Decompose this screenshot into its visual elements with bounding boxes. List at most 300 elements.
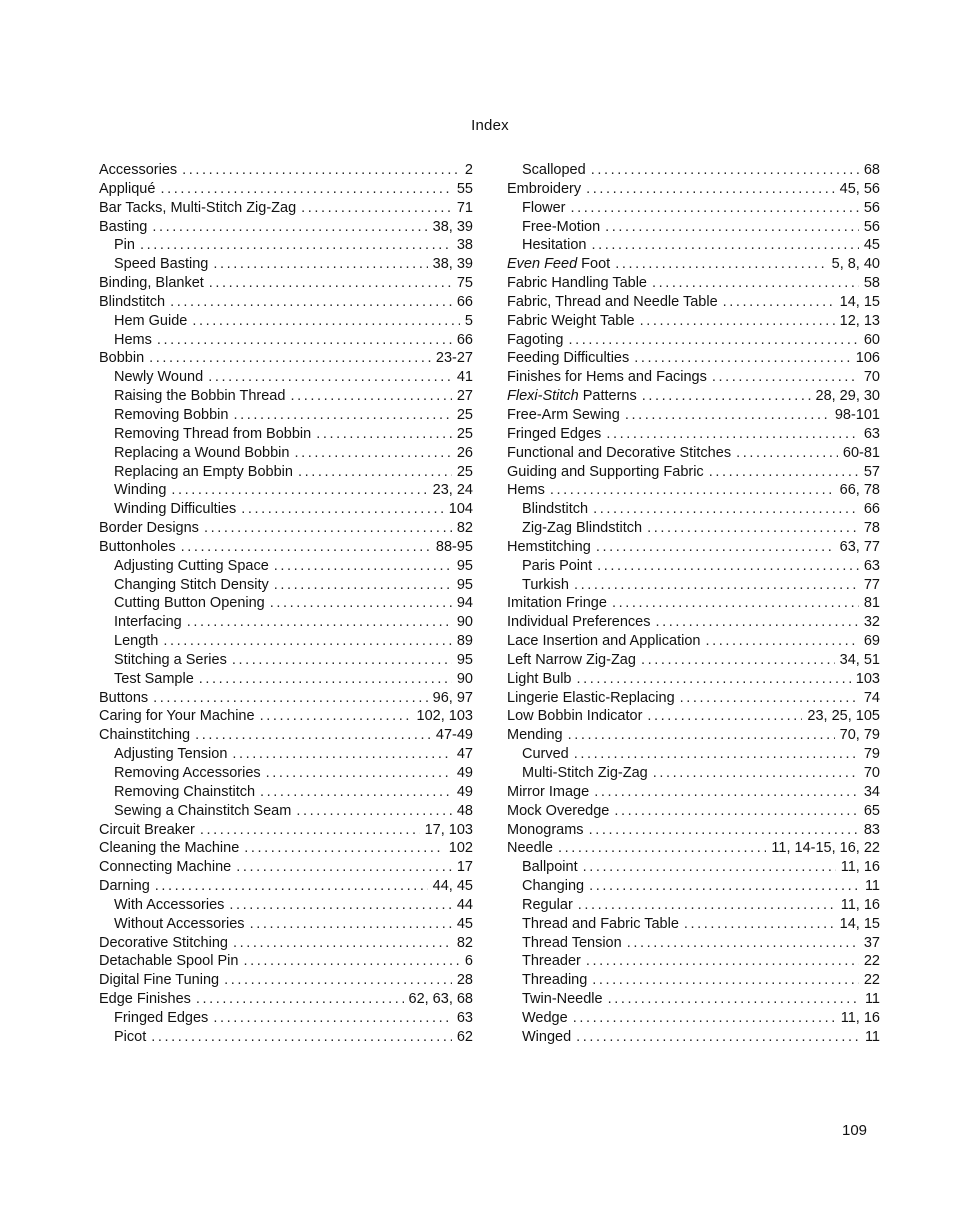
dot-leader [591,237,858,253]
index-pages: 25 [456,406,473,423]
dot-leader [236,859,452,875]
index-pages: 55 [456,180,473,197]
dot-leader [593,501,859,517]
index-term: Chainstitching [99,727,191,744]
index-subentry [99,388,473,407]
index-term: Hems [507,482,545,499]
dot-leader [204,520,452,536]
index-term: Without Accessories [114,915,245,932]
dot-leader [627,935,859,951]
index-subentry [507,765,880,784]
index-pages: 2 [464,162,473,178]
index-pages: 103 [855,670,880,687]
index-term: Lingerie Elastic-Replacing [507,689,675,706]
index-pages: 56 [863,199,880,216]
index-term: Monograms [507,821,584,838]
dot-leader [712,369,859,385]
index-pages: 68 [863,162,880,178]
index-pages: 12, 13 [839,312,880,329]
index-term: Digital Fine Tuning [99,972,220,989]
index-pages: 88-95 [435,538,473,555]
index-pages: 75 [456,275,473,292]
dot-leader [296,803,452,819]
index-subentry [99,445,473,464]
dot-leader [266,765,452,781]
index-term: Caring for Your Machine [99,708,255,725]
index-term: Interfacing [114,614,182,631]
index-pages: 82 [456,520,473,537]
index-pages: 38 [456,237,473,254]
dot-leader [705,633,858,649]
index-pages: 14, 15 [839,915,880,932]
dot-leader [316,426,452,442]
dot-leader [290,388,451,404]
dot-leader [171,482,427,498]
index-pages: 63 [863,557,880,574]
index-pages: 63 [456,1009,473,1026]
index-entry [99,935,473,954]
index-pages: 11 [864,991,880,1008]
index-entry [99,200,473,219]
index-entry [507,181,880,200]
index-term: With Accessories [114,896,225,913]
index-pages: 47-49 [435,727,473,744]
index-entry [99,350,473,369]
index-pages: 63 [863,425,880,442]
dot-leader [243,953,459,969]
dot-leader [208,369,452,385]
index-pages: 60-81 [842,444,880,461]
index-pages: 95 [456,576,473,593]
index-term: Speed Basting [114,256,209,273]
index-pages: 17, 103 [424,821,473,838]
index-term: Removing Thread from Bobbin [114,425,312,442]
index-subentry [507,859,880,878]
dot-leader [576,1029,860,1045]
dot-leader [232,652,452,668]
dot-leader [589,822,859,838]
index-entry [507,803,880,822]
index-entry [507,256,880,275]
dot-leader [224,972,452,988]
index-entry [507,464,880,483]
index-entry [507,595,880,614]
index-pages: 47 [456,746,473,763]
index-subentry [99,558,473,577]
index-term: Stitching a Series [114,651,227,668]
dot-leader [163,633,452,649]
index-pages: 5 [464,312,473,329]
index-pages: 27 [456,388,473,405]
index-term: Left Narrow Zig-Zag [507,651,636,668]
index-pages: 62, 63, 68 [408,991,473,1008]
dot-leader [592,972,859,988]
index-subentry [99,332,473,351]
dot-leader [301,200,452,216]
index-entry [507,275,880,294]
index-pages: 60 [863,331,880,348]
index-subentry [99,916,473,935]
index-pages: 45 [863,237,880,254]
index-term: Border Designs [99,520,199,537]
index-term: Fabric Weight Table [507,312,635,329]
index-pages: 98-101 [834,406,880,423]
index-pages: 25 [456,463,473,480]
index-term: Length [114,633,159,650]
index-pages: 11, 16 [840,896,880,913]
index-term: Removing Chainstitch [114,783,256,800]
dot-leader [614,803,859,819]
index-pages: 45 [456,915,473,932]
index-entry [99,520,473,539]
index-subentry [507,237,880,256]
dot-leader [583,859,836,875]
index-entry [99,822,473,841]
index-subentry [99,652,473,671]
dot-leader [647,708,802,724]
index-subentry [99,577,473,596]
index-pages: 28, 29, 30 [815,388,880,405]
index-term: Hems [114,331,152,348]
index-pages: 63, 77 [839,538,880,555]
index-subentry [507,746,880,765]
index-term: Thread Tension [522,934,622,951]
index-pages: 94 [456,595,473,612]
index-pages: 34 [863,783,880,800]
index-entry [507,822,880,841]
dot-leader [152,219,427,235]
index-pages: 49 [456,765,473,781]
index-term: Mending [507,727,563,744]
index-subentry [99,501,473,520]
dot-leader [151,1029,452,1045]
dot-leader [641,652,835,668]
dot-leader [157,332,452,348]
index-pages: 95 [456,557,473,574]
dot-leader [597,558,859,574]
index-entry [99,727,473,746]
index-pages: 23-27 [435,350,473,367]
dot-leader [723,294,835,310]
index-pages: 69 [863,633,880,650]
index-entry [507,294,880,313]
index-pages: 56 [863,218,880,235]
index-entry [507,671,880,690]
index-term: Adjusting Tension [114,746,228,763]
index-pages: 90 [456,614,473,631]
dot-leader [586,181,835,197]
index-term: Flower [522,199,566,216]
index-subentry [507,200,880,219]
dot-leader [577,671,851,687]
index-pages: 83 [863,821,880,838]
index-subentry [99,1029,473,1048]
dot-leader [140,237,452,253]
dot-leader [213,1010,452,1026]
index-term: Appliqué [99,180,156,197]
dot-leader [274,577,452,593]
dot-leader [608,991,860,1007]
index-term: Buttonholes [99,538,176,555]
dot-leader [642,388,811,404]
index-term: Newly Wound [114,369,204,386]
dot-leader [244,840,444,856]
index-pages: 45, 56 [839,180,880,197]
dot-leader [591,162,859,178]
index-pages: 70 [863,369,880,386]
index-pages: 34, 51 [839,651,880,668]
dot-leader [625,407,830,423]
dot-leader [181,539,431,555]
index-term: Mock Overedge [507,802,610,819]
index-entry [507,407,880,426]
index-entry [99,275,473,294]
dot-leader [558,840,766,856]
index-term: Darning [99,878,150,895]
index-term: Winged [522,1028,572,1045]
index-term: Curved [522,746,569,763]
index-subentry [507,935,880,954]
index-pages: 66 [456,331,473,348]
index-term: Hem Guide [114,312,188,329]
index-term: Cutting Button Opening [114,595,265,612]
dot-leader [612,595,859,611]
index-pages: 32 [863,614,880,631]
dot-leader [199,671,452,687]
index-pages: 11, 16 [840,1009,880,1026]
dot-leader [653,765,859,781]
index-pages: 70, 79 [839,727,880,744]
index-subentry [99,369,473,388]
index-term: Raising the Bobbin Thread [114,388,286,405]
index-term-italic: Even Feed [507,256,578,273]
index-pages: 66, 78 [839,482,880,499]
index-term: Edge Finishes [99,991,191,1008]
index-subentry [507,953,880,972]
index-term: Replacing an Empty Bobbin [114,463,293,480]
index-entry [99,162,473,181]
index-term: Regular [522,896,573,913]
index-entry [99,294,473,313]
index-term: Low Bobbin Indicator [507,708,643,725]
index-subentry [507,897,880,916]
index-term: Removing Bobbin [114,406,229,423]
dot-leader [605,219,859,235]
index-column-right [507,162,880,1048]
index-pages: 44 [456,896,473,913]
dot-leader [232,746,451,762]
index-term: Fringed Edges [114,1009,209,1026]
index-pages: 104 [448,501,473,518]
index-term: Fagoting [507,331,564,348]
dot-leader [233,935,452,951]
dot-leader [260,784,452,800]
index-term: Ballpoint [522,859,578,876]
index-subentry [507,558,880,577]
index-pages: 74 [863,689,880,706]
index-term-suffix: Patterns [578,388,637,405]
index-pages: 23, 25, 105 [807,708,880,725]
index-term: Threading [522,972,588,989]
index-pages: 65 [863,802,880,819]
dot-leader [594,784,859,800]
index-term: Free-Motion [522,218,601,235]
index-entry [507,690,880,709]
index-subentry [507,1029,880,1048]
index-subentry [99,897,473,916]
index-subentry [99,595,473,614]
index-subentry [99,464,473,483]
index-pages: 57 [863,463,880,480]
dot-leader [736,445,838,461]
index-entry [507,652,880,671]
index-entry [507,332,880,351]
index-pages: 38, 39 [432,256,473,273]
index-term: Lace Insertion and Application [507,633,701,650]
dot-leader [550,482,835,498]
index-subentry [507,991,880,1010]
index-term [507,388,637,404]
dot-leader [571,200,859,216]
index-pages: 79 [863,746,880,763]
index-term: Twin-Needle [522,991,603,1008]
index-subentry [99,633,473,652]
index-term: Buttons [99,689,149,706]
index-subentry [99,407,473,426]
index-term: Finishes for Hems and Facings [507,369,707,386]
index-entry [507,445,880,464]
index-pages: 14, 15 [839,293,880,310]
index-entry [507,784,880,803]
dot-leader [209,275,452,291]
index-entry [99,953,473,972]
index-term: Circuit Breaker [99,821,195,838]
index-term: Winding [114,482,167,499]
index-term: Changing [522,878,585,895]
dot-leader [615,256,826,272]
index-entry [507,313,880,332]
dot-leader [274,558,452,574]
index-entry [507,350,880,369]
index-pages: 70 [863,765,880,781]
index-pages: 49 [456,783,473,800]
index-pages: 106 [855,350,880,367]
dot-leader [195,727,431,743]
index-term: Multi-Stitch Zig-Zag [522,765,648,781]
index-subentry [507,219,880,238]
index-term: Bar Tacks, Multi-Stitch Zig-Zag [99,199,297,216]
index-term: Blindstitch [99,293,166,310]
index-term: Embroidery [507,180,582,197]
index-subentry [99,803,473,822]
index-term: Fringed Edges [507,425,602,442]
index-entry [99,991,473,1010]
index-entry [507,482,880,501]
index-term: Mirror Image [507,783,590,800]
dot-leader [270,595,452,611]
index-entry [99,878,473,897]
dot-leader [647,520,859,536]
dot-leader [589,878,860,894]
index-term: Picot [114,1028,147,1045]
index-term: Connecting Machine [99,859,232,876]
index-term: Zig-Zag Blindstitch [522,520,643,537]
page-title: Index [471,117,509,134]
index-entry [99,972,473,991]
index-subentry [99,482,473,501]
dot-leader [170,294,452,310]
dot-leader [586,953,859,969]
index-column-left [99,162,473,1048]
dot-leader [294,445,451,461]
index-pages: 11, 14-15, 16, 22 [771,840,880,857]
index-entry [99,181,473,200]
index-entry [507,614,880,633]
index-pages: 28 [456,972,473,989]
index-pages: 58 [863,275,880,292]
index-entry [507,388,880,407]
dot-leader [568,727,835,743]
index-pages: 22 [863,972,880,989]
dot-leader [709,464,859,480]
dot-leader [182,162,460,178]
index-term: Replacing a Wound Bobbin [114,444,290,461]
index-term-suffix: Foot [577,256,611,273]
index-pages: 23, 24 [432,482,473,499]
index-entry [99,840,473,859]
index-term: Feeding Difficulties [507,350,630,367]
index-subentry [507,972,880,991]
index-subentry [99,614,473,633]
index-pages: 11, 16 [840,859,880,876]
dot-leader [606,426,859,442]
index-pages: 11 [864,1028,880,1045]
index-entry [507,708,880,727]
dot-leader [213,256,427,272]
dot-leader [574,746,859,762]
index-pages: 38, 39 [432,218,473,235]
dot-leader [634,350,851,366]
index-subentry [99,671,473,690]
index-entry [507,369,880,388]
dot-leader [574,577,859,593]
dot-leader [655,614,858,630]
index-term: Binding, Blanket [99,275,204,292]
index-pages: 6 [464,953,473,970]
index-term: Changing Stitch Density [114,576,269,593]
index-term: Fabric, Thread and Needle Table [507,293,718,310]
index-pages: 44, 45 [432,878,473,895]
index-term: Blindstitch [522,501,589,518]
index-term: Winding Difficulties [114,501,237,518]
index-term: Scalloped [522,162,586,178]
index-entry [507,426,880,445]
index-pages: 48 [456,802,473,819]
index-term: Detachable Spool Pin [99,953,239,970]
index-subentry [99,426,473,445]
dot-leader [680,690,859,706]
index-term: Imitation Fringe [507,595,607,612]
index-term: Sewing a Chainstitch Seam [114,802,292,819]
index-pages: 96, 97 [432,689,473,706]
index-entry [99,859,473,878]
index-pages: 25 [456,425,473,442]
dot-leader [652,275,859,291]
index-pages: 71 [456,199,473,216]
index-term: Threader [522,953,581,970]
index-term: Light Bulb [507,670,572,687]
index-subentry [99,237,473,256]
